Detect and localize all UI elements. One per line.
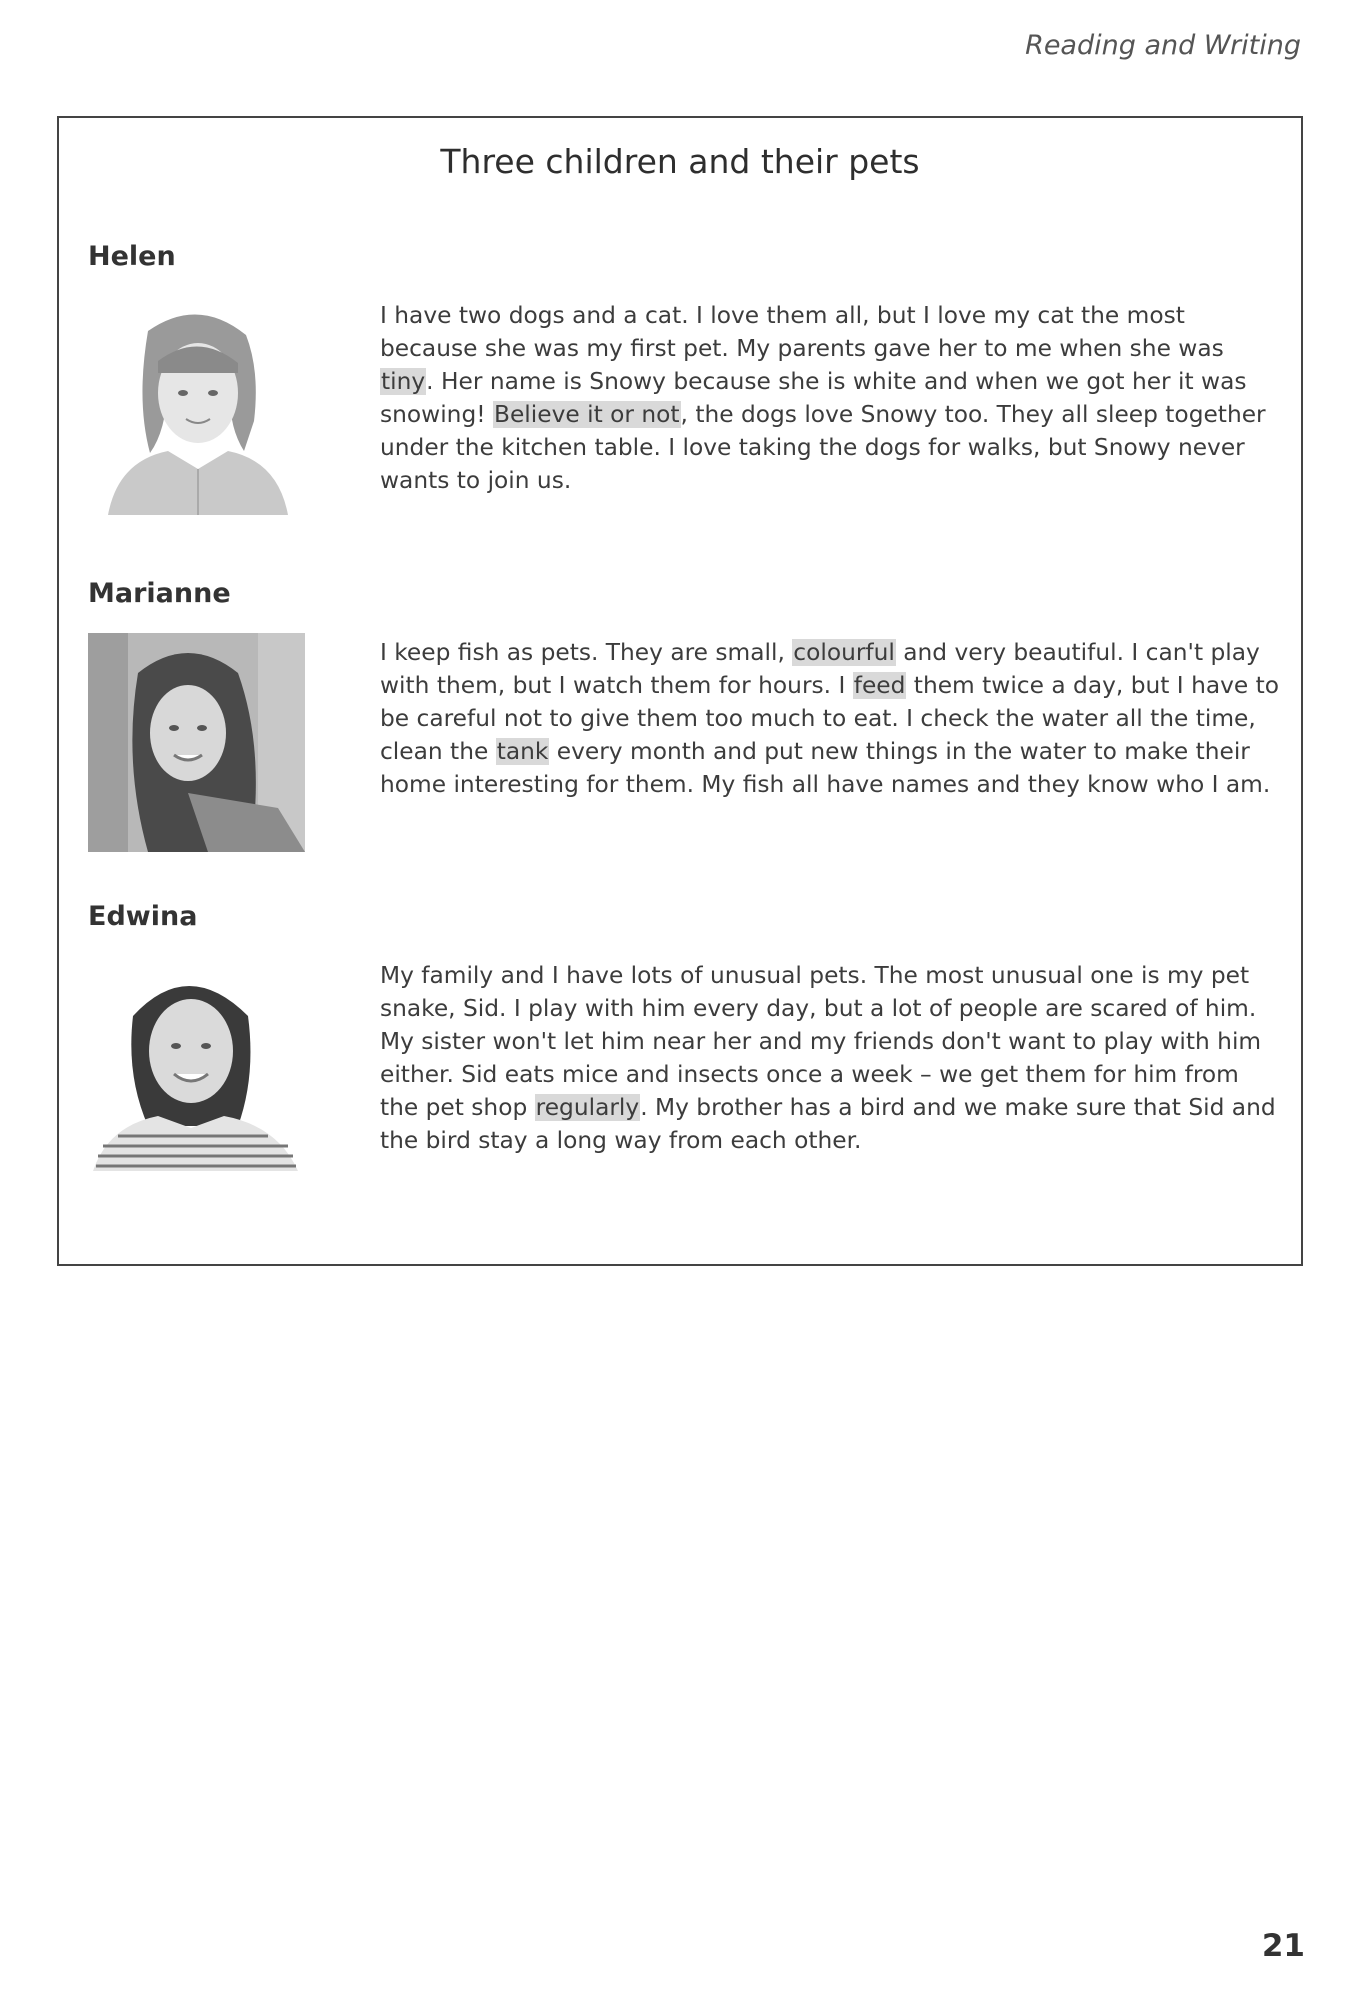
photo-edwina <box>88 956 305 1171</box>
highlight-believe-it-or-not: Believe it or not <box>493 401 680 428</box>
highlight-tiny: tiny <box>381 368 426 395</box>
text-helen: I have two dogs and a cat. I love them all, but I love my cat the most because she was my first pet. My parents gave her to me when she was tiny. Her name is Snowy because she is white and when we got her it was snowing! Believe it or not, the dogs love Snowy too. They all sleep together under the kitchen table. I love taking the dogs for walks, but Snowy never wants to join us. <box>380 302 1266 494</box>
page-number: 21 <box>1261 1928 1305 1964</box>
text-edwina: My family and I have lots of unusual pets. The most unusual one is my pet snake, Sid. I play with him every day, but a lot of people are scared of him. My sister won't let him near her and my friends don't want to play with him either. Sid eats mice and insects once a week – we get them for him from the pet shop regularly. My brother has a bird and we make sure that Sid and the bird stay a long way from each other. <box>380 962 1276 1154</box>
highlight-regularly: regularly <box>535 1094 640 1121</box>
reading-text-box <box>57 116 1303 1266</box>
child-name-marianne: Marianne <box>88 578 231 609</box>
child-name-helen: Helen <box>88 241 176 272</box>
photo-marianne <box>88 633 305 852</box>
highlight-feed: feed <box>853 672 906 699</box>
text-marianne: I keep fish as pets. They are small, colourful and very beautiful. I can't play with them, but I watch them for hours. I feed them twice a day, but I have to be careful not to give them too much to eat. I check the water all the time, clean the tank every month and put new things in the water to make their home interesting for them. My fish all have names and they know who I am. <box>380 639 1280 798</box>
highlight-tank: tank <box>496 738 549 765</box>
highlight-colourful: colourful <box>793 639 895 666</box>
box-title: Three children and their pets <box>440 142 920 181</box>
section-header: Reading and Writing <box>1025 30 1301 61</box>
child-name-edwina: Edwina <box>88 901 198 932</box>
photo-helen <box>88 301 305 515</box>
